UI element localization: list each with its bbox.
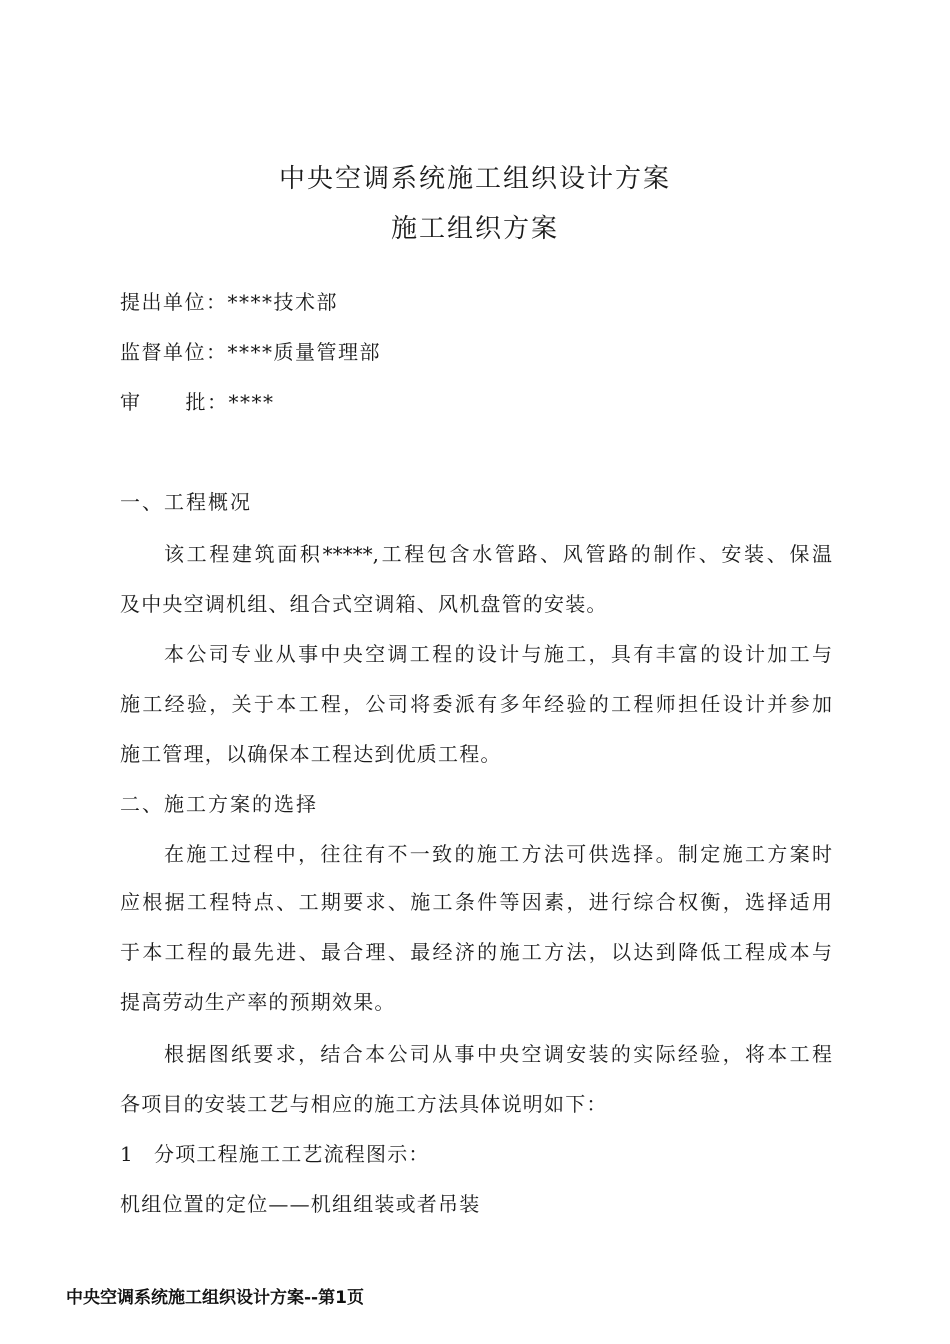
step-1-row	[120, 1140, 832, 1168]
section1-heading: 一、工程概况	[120, 490, 252, 514]
supervisor-label: 监督单位：	[120, 340, 228, 364]
supervisor-row	[120, 338, 381, 366]
document-title: 中央空调系统施工组织设计方案	[278, 164, 671, 194]
section2-paragraph2-line2: 各项目的安装工艺与相应的施工方法具体说明如下：	[120, 1092, 608, 1116]
section2-paragraph1-line4: 提高劳动生产率的预期效果。	[120, 990, 396, 1014]
section1-paragraph2-line3: 施工管理，以确保本工程达到优质工程。	[120, 742, 502, 766]
process-flow-text: 机组位置的定位——机组组装或者吊装	[120, 1192, 481, 1216]
section2-paragraph2-line1: 根据图纸要求，结合本公司从事中央空调安装的实际经验，将本工程	[164, 1042, 832, 1066]
proposer-row	[120, 288, 338, 316]
supervisor-value: ****质量管理部	[227, 340, 381, 364]
approver-label-a: 审	[120, 390, 142, 414]
approver-value: ****	[228, 390, 275, 414]
section2-paragraph1-line1: 在施工过程中，往往有不一致的施工方法可供选择。制定施工方案时	[164, 842, 832, 866]
section1-paragraph2-line1: 本公司专业从事中央空调工程的设计与施工，具有丰富的设计加工与	[164, 642, 832, 666]
approver-row	[120, 388, 275, 416]
page-footer: 中央空调系统施工组织设计方案--第1页	[66, 1288, 364, 1308]
section2-paragraph1-line3: 于本工程的最先进、最合理、最经济的施工方法，以达到降低工程成本与	[120, 940, 832, 964]
section1-paragraph1-line1: 该工程建筑面积*****,工程包含水管路、风管路的制作、安装、保温	[164, 542, 832, 566]
section2-heading: 二、施工方案的选择	[120, 792, 318, 816]
approver-label-b: 批：	[185, 390, 229, 414]
section2-paragraph1-line2: 应根据工程特点、工期要求、施工条件等因素，进行综合权衡，选择适用	[120, 890, 832, 914]
document-subtitle: 施工组织方案	[390, 214, 559, 244]
section1-paragraph1-line2: 及中央空调机组、组合式空调箱、风机盘管的安装。	[120, 592, 608, 616]
step-text: 分项工程施工工艺流程图示：	[154, 1142, 430, 1166]
step-number: 1	[120, 1142, 134, 1166]
proposer-value: ****技术部	[227, 290, 338, 314]
proposer-label: 提出单位：	[120, 290, 228, 314]
section1-paragraph2-line2: 施工经验，关于本工程，公司将委派有多年经验的工程师担任设计并参加	[120, 692, 832, 716]
